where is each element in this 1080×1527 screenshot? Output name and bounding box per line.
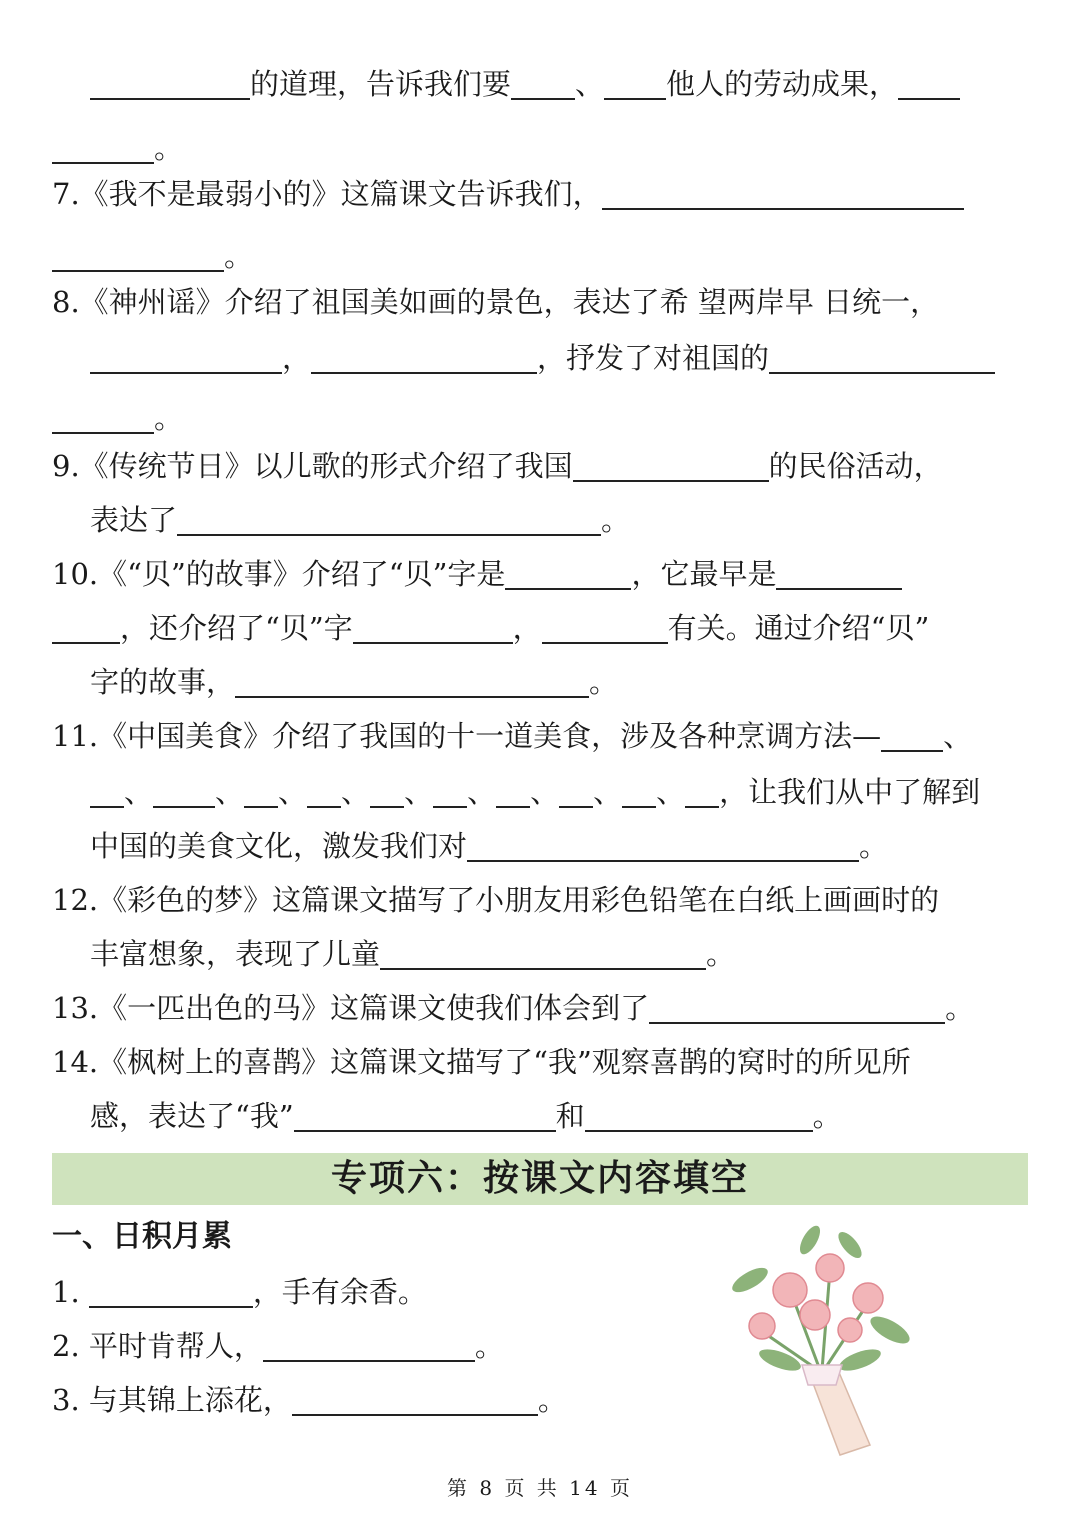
text-line: ， ，抒发了对祖国的 [90, 338, 1028, 378]
blank[interactable] [559, 776, 593, 808]
item-3: 3. 与其锦上添花， 。 [52, 1383, 567, 1417]
blank[interactable] [370, 776, 404, 808]
blank[interactable] [292, 1384, 538, 1416]
question-11: 11.《中国美食》介绍了我国的十一道美食，涉及各种烹调方法— 、 [52, 719, 973, 753]
blank[interactable] [52, 612, 120, 644]
blank[interactable] [263, 1330, 475, 1362]
text-line: 。 [52, 128, 1028, 168]
blank[interactable] [90, 68, 250, 100]
blank[interactable] [604, 68, 666, 100]
blank[interactable] [573, 450, 769, 482]
question-12: 12.《彩色的梦》这篇课文描写了小朋友用彩色铅笔在白纸上画画时的 [52, 883, 940, 917]
text-line: 、 、 、 、 、 、 、 、 、 ，让我们从中了解到 [90, 772, 1028, 812]
blank[interactable] [380, 938, 706, 970]
question-9: 9.《传统节日》以儿歌的形式介绍了我国 的民俗活动， [52, 449, 943, 483]
question-13: 13.《一匹出色的马》这篇课文使我们体会到了 。 [52, 991, 975, 1025]
blank[interactable] [505, 558, 631, 590]
item-1: 1. ，手有余香。 [52, 1275, 427, 1309]
blank[interactable] [244, 776, 278, 808]
blank[interactable] [602, 178, 964, 210]
blank[interactable] [649, 992, 945, 1024]
blank[interactable] [433, 776, 467, 808]
blank[interactable] [496, 776, 530, 808]
blank[interactable] [307, 776, 341, 808]
text-line: 感，表达了“我” 和 。 [90, 1099, 842, 1133]
text-line: 字的故事， 。 [90, 665, 619, 699]
question-7: 7.《我不是最弱小的》这篇课文告诉我们， [52, 174, 1028, 214]
section-subtitle: 一、日积月累 [52, 1219, 232, 1254]
text-line: 表达了 。 [90, 503, 631, 537]
blank[interactable] [52, 132, 154, 164]
text-line: 。 [52, 236, 1028, 276]
question-10: 10.《“贝”的故事》介绍了“贝”字是 ，它最早是 [52, 554, 1028, 594]
blank[interactable] [511, 68, 575, 100]
blank[interactable] [467, 830, 859, 862]
item-2: 2. 平时肯帮人， 。 [52, 1329, 504, 1363]
blank[interactable] [52, 240, 224, 272]
section-title-banner: 专项六：按课文内容填空 [52, 1153, 1028, 1205]
text-line: 的道理，告诉我们要 、 他人的劳动成果， [90, 64, 1028, 104]
text-line: 。 [52, 398, 1028, 438]
blank[interactable] [311, 342, 537, 374]
question-14: 14.《枫树上的喜鹊》这篇课文描写了“我”观察喜鹊的窝时的所见所 [52, 1045, 911, 1079]
blank[interactable] [177, 504, 601, 536]
flower-bouquet-illustration [720, 1220, 920, 1460]
text-line: 中国的美食文化，激发我们对 。 [90, 829, 889, 863]
blank[interactable] [52, 402, 154, 434]
blank[interactable] [898, 68, 960, 100]
page-footer: 第 8 页 共 14 页 [447, 1476, 633, 1500]
text-line: 丰富想象，表现了儿童 。 [90, 937, 736, 971]
text-line: ，还介绍了“贝”字 ， 有关。通过介绍“贝” [52, 608, 1028, 648]
question-8: 8.《神州谣》介绍了祖国美如画的景色，表达了希 望两岸早 日统一， [52, 285, 940, 319]
blank[interactable] [294, 1100, 556, 1132]
blank[interactable] [353, 612, 513, 644]
blank[interactable] [776, 558, 902, 590]
blank[interactable] [685, 776, 719, 808]
blank[interactable] [235, 666, 589, 698]
blank[interactable] [769, 342, 995, 374]
blank[interactable] [153, 776, 215, 808]
blank[interactable] [90, 776, 124, 808]
blank[interactable] [89, 1276, 253, 1308]
blank[interactable] [881, 720, 943, 752]
blank[interactable] [585, 1100, 813, 1132]
blank[interactable] [622, 776, 656, 808]
blank[interactable] [542, 612, 668, 644]
blank[interactable] [90, 342, 282, 374]
